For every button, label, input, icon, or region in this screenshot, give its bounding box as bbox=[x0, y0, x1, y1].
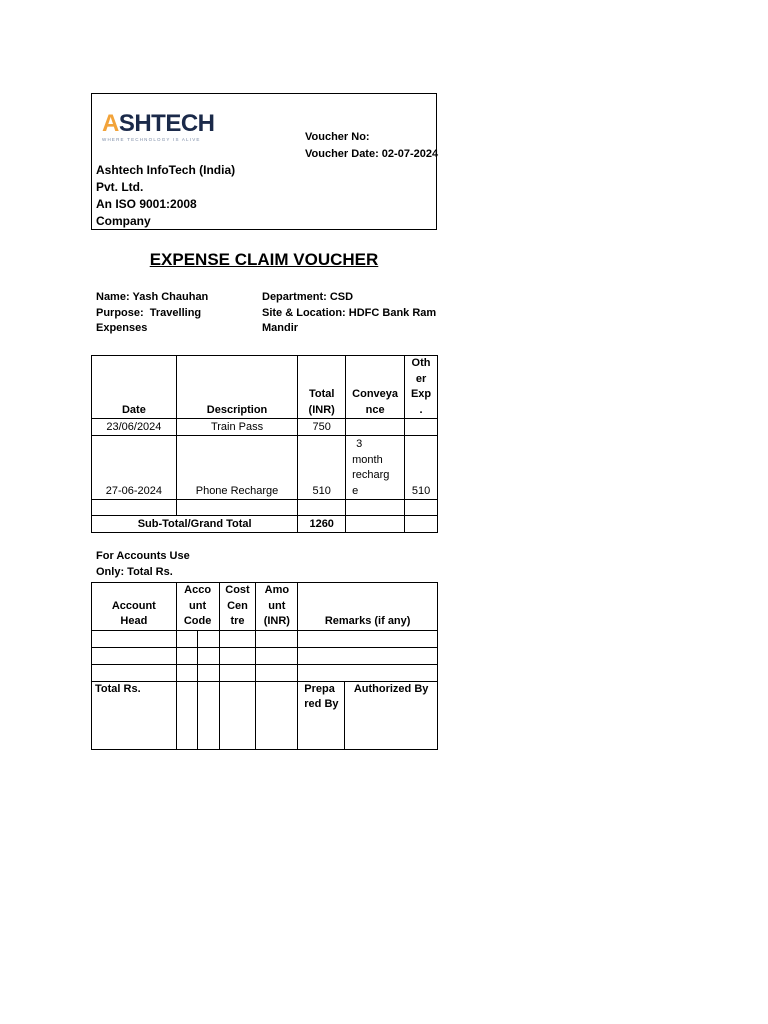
acc-row-3-remarks bbox=[298, 664, 438, 681]
header-other-expense bbox=[405, 356, 438, 419]
acc-row-1-cost bbox=[219, 630, 256, 647]
header-date: Date bbox=[92, 356, 177, 419]
acc-row-3-code-a bbox=[176, 664, 197, 681]
header-amount-line-2: unt bbox=[268, 599, 286, 612]
company-name-block bbox=[96, 162, 296, 230]
acc-row-2-amount bbox=[256, 647, 298, 664]
company-line-4: Company bbox=[96, 214, 151, 228]
header-cost-centre-line-1: Cost bbox=[225, 584, 250, 596]
acc-row-3-head bbox=[92, 664, 177, 681]
page-title: EXPENSE CLAIM VOUCHER bbox=[149, 250, 379, 269]
prepared-by-line-1: Prepa bbox=[304, 682, 335, 695]
accounts-use-label bbox=[96, 549, 190, 580]
subtotal-conveyance bbox=[346, 516, 405, 533]
voucher-date-label: Voucher Date: 02-07-2024 bbox=[305, 148, 439, 160]
header-description: Description bbox=[176, 356, 297, 419]
acc-row-3-code-b bbox=[197, 664, 219, 681]
subtotal-value: 1260 bbox=[298, 516, 346, 533]
header-account-code-line-1: Acco bbox=[184, 584, 212, 596]
acc-row-1-amount bbox=[256, 630, 298, 647]
acc-row-2-head bbox=[92, 647, 177, 664]
prepared-by-line-2: red By bbox=[304, 698, 339, 710]
row-3-description bbox=[176, 500, 297, 516]
row-3-other bbox=[405, 500, 438, 516]
acc-row-3-amount bbox=[256, 664, 298, 681]
voucher-info-block bbox=[305, 129, 438, 163]
logo-text-rest: SHTECH bbox=[118, 110, 215, 137]
total-amount bbox=[256, 681, 298, 749]
table-row bbox=[92, 647, 438, 664]
row-3-conveyance bbox=[346, 500, 405, 516]
total-code-a bbox=[176, 681, 197, 749]
logo-wordmark bbox=[102, 110, 215, 137]
subtotal-other bbox=[405, 516, 438, 533]
header-cost-centre-line-3: tre bbox=[230, 615, 245, 627]
table-row bbox=[92, 630, 438, 647]
header-conveyance-line-1: Conveya bbox=[352, 388, 399, 400]
acc-row-2-remarks bbox=[298, 647, 438, 664]
header-amount-line-3: (INR) bbox=[263, 615, 290, 627]
header-account-head-line-1: Account bbox=[111, 599, 156, 612]
header-amount bbox=[256, 583, 298, 631]
company-line-3: An ISO 9001:2008 bbox=[96, 197, 197, 211]
header-conveyance bbox=[346, 356, 405, 419]
purpose-line-2: Expenses bbox=[96, 322, 148, 334]
acc-row-2-code-a bbox=[176, 647, 197, 664]
acc-row-1-code-b bbox=[197, 630, 219, 647]
acc-row-1-code-a bbox=[176, 630, 197, 647]
acc-row-2-cost bbox=[219, 647, 256, 664]
header-account-code-line-3: Code bbox=[183, 615, 212, 627]
table-row bbox=[92, 436, 438, 500]
header-total bbox=[298, 356, 346, 419]
logo-tagline: WHERE TECHNOLOGY IS ALIVE bbox=[102, 137, 201, 142]
row-2-description: Phone Recharge bbox=[176, 436, 297, 500]
total-code-b bbox=[197, 681, 219, 749]
header-amount-line-1: Amo bbox=[264, 584, 290, 596]
row-3-date bbox=[92, 500, 177, 516]
header-account-code bbox=[176, 583, 219, 631]
row-2-conveyance-line-4: e bbox=[352, 484, 359, 497]
row-2-conveyance-line-3: recharg bbox=[352, 469, 390, 481]
header-cost-centre-line-2: Cen bbox=[227, 599, 248, 612]
employee-name: Name: Yash Chauhan bbox=[96, 291, 209, 303]
row-1-conveyance bbox=[346, 419, 405, 436]
header-other-line-3: Exp bbox=[410, 388, 432, 400]
acc-row-2-code-b bbox=[197, 647, 219, 664]
header-account-head-line-2: Head bbox=[120, 615, 148, 627]
row-2-conveyance-line-2: month bbox=[352, 453, 383, 466]
accounts-label-line-1: For Accounts Use bbox=[96, 550, 190, 562]
accounts-table bbox=[91, 582, 438, 750]
site-location-line-2: Mandir bbox=[262, 322, 299, 334]
row-3-total bbox=[298, 500, 346, 516]
expense-header-row bbox=[92, 356, 438, 419]
acc-row-1-remarks bbox=[298, 630, 438, 647]
header-total-line-1: Total bbox=[308, 388, 335, 400]
company-line-1: Ashtech InfoTech (India) bbox=[96, 163, 236, 177]
table-row bbox=[92, 664, 438, 681]
accounts-header-row bbox=[92, 583, 438, 631]
row-2-other: 510 bbox=[405, 436, 438, 500]
authorized-by: Authorized By bbox=[345, 681, 438, 749]
voucher-no-label: Voucher No: bbox=[305, 131, 370, 143]
accounts-label-line-2: Only: Total Rs. bbox=[96, 565, 173, 578]
total-rs-label: Total Rs. bbox=[92, 681, 177, 749]
row-1-description: Train Pass bbox=[176, 419, 297, 436]
company-line-2: Pvt. Ltd. bbox=[96, 180, 144, 194]
row-1-total: 750 bbox=[298, 419, 346, 436]
header-other-line-1: Oth bbox=[411, 357, 431, 369]
row-2-date: 27-06-2024 bbox=[92, 436, 177, 500]
logo-accent-letter: A bbox=[102, 110, 119, 137]
row-2-conveyance-line-1: 3 bbox=[356, 438, 363, 450]
subtotal-row bbox=[92, 516, 438, 533]
department: Department: CSD bbox=[262, 291, 354, 303]
header-account-head bbox=[92, 583, 177, 631]
row-2-total: 510 bbox=[298, 436, 346, 500]
header-total-line-2: (INR) bbox=[308, 403, 335, 416]
table-row bbox=[92, 419, 438, 436]
header-remarks: Remarks (if any) bbox=[298, 583, 438, 631]
purpose-line-1: Purpose: Travelling bbox=[96, 306, 202, 319]
row-1-date: 23/06/2024 bbox=[92, 419, 177, 436]
expense-table bbox=[91, 355, 438, 533]
table-row bbox=[92, 500, 438, 516]
company-logo bbox=[102, 110, 215, 148]
acc-row-1-head bbox=[92, 630, 177, 647]
accounts-total-row bbox=[92, 681, 438, 749]
total-cost bbox=[219, 681, 256, 749]
header-cost-centre bbox=[219, 583, 256, 631]
row-1-other bbox=[405, 419, 438, 436]
prepared-by bbox=[298, 681, 345, 749]
employee-info-right bbox=[262, 290, 442, 337]
subtotal-label: Sub-Total/Grand Total bbox=[92, 516, 298, 533]
employee-info-left bbox=[96, 290, 208, 337]
header-other-line-2: er bbox=[415, 372, 427, 385]
row-2-conveyance bbox=[346, 436, 405, 500]
acc-row-3-cost bbox=[219, 664, 256, 681]
header-conveyance-line-2: nce bbox=[365, 403, 385, 416]
header-other-line-4: . bbox=[419, 403, 423, 416]
header-account-code-line-2: unt bbox=[189, 599, 207, 612]
site-location-line-1: Site & Location: HDFC Bank Ram bbox=[262, 306, 437, 319]
